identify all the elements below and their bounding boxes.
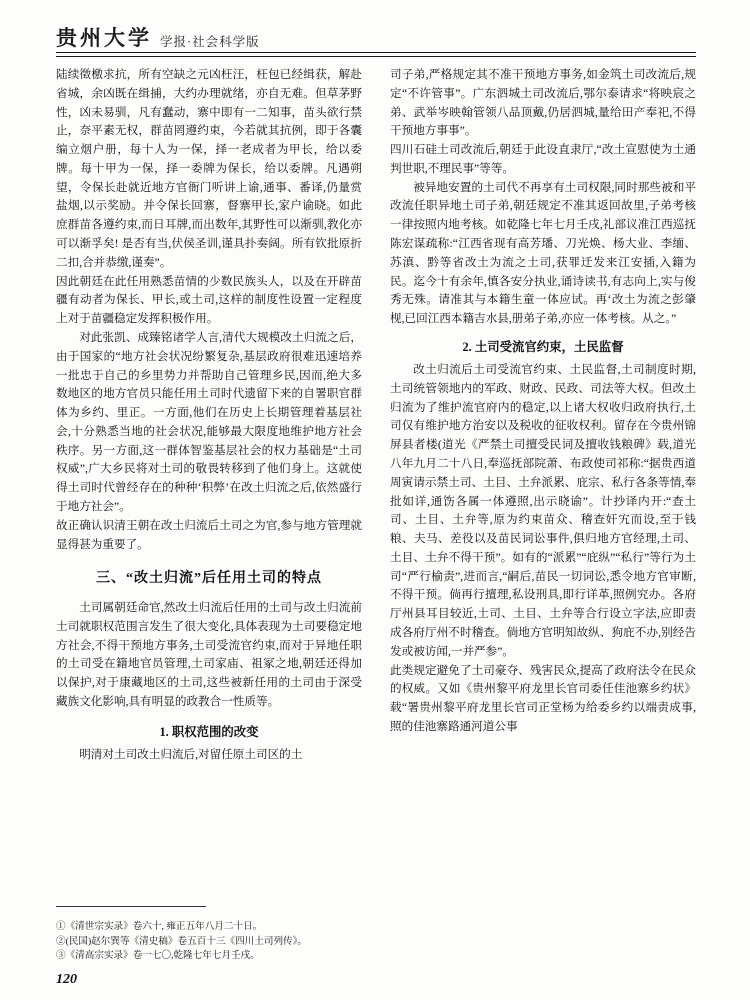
paragraph: 此类规定避免了土司豪夺、残害民众,提高了政府法令在民众的权威。又如《贵州黎平府龙里长官司委任佳池寨乡约状》载“署贵州黎平府龙里长官司正堂杨为给委乡约以端责成事,照的佳池寨路通河道公事 bbox=[390, 663, 696, 733]
footnote-divider bbox=[56, 906, 206, 907]
paragraph: 土司属朝廷命官,然改土归流后任用的土司与改土归流前土司就职权范围言发生了很大变化,具体表现为土司要稳定地方社会,不得干预地方事务,土司受流官约束,而对于异地任职的土司受在籍地官员管理,土司家庙、祖冢之地,朝廷还得加以保护,对于康藏地区的土司,这些被新任用的土司由于深受藏族文化影响,具有明显的政教合一性质等。 bbox=[56, 600, 362, 708]
journal-subtitle: 学报·社会科学版 bbox=[160, 35, 260, 49]
subsection-heading: 2. 土司受流官约束，土民监督 bbox=[462, 339, 624, 354]
paragraph: 明清对土司改土归流后,对留任原土司区的土 bbox=[79, 747, 303, 761]
footnote-item: ①《清世宗实录》卷六十, 雍正五年八月二十日。 bbox=[56, 921, 263, 933]
footnote-item: ③《清高宗实录》卷一七〇,乾隆七年七月壬戌。 bbox=[56, 950, 260, 962]
journal-title: 贵州大学 bbox=[56, 26, 152, 50]
left-column bbox=[56, 66, 362, 765]
footnote-list bbox=[56, 920, 386, 964]
page-number: 120 bbox=[56, 972, 77, 987]
paragraph: 故正确认识清王朝在改土归流后土司之为官,参与地方管理就显得甚为重要了。 bbox=[56, 518, 362, 551]
paragraph: 陆续徵檄求抗，所有空缺之元凶枉汪，枉包已经缉获，解赴省城，余凶既在缉捕，大约办理就绪，亦自无难。但草茅野性，凶未易驯，凡有蠢动，寨中即有一二知事，苗头欲行禁止，奈平素无权，群苗罔遵约束，今若就其抗例，即于各囊编立烟户册，每十人为一保，择一老成者为甲长，给以委牌。每十甲为一保，择一委牌为保长，给以委牌。凡遇朔望，令保长赴就近地方官衙门听讲上谕,通事、番译,仍量赏盐烟,以示奖励。并令保长回寨，督寨甲长,家户谕晓。如此庶群苗各遵约束,而日耳牌,而出数年,其野性可以渐驯,教化亦可以渐孚矣! 是否有当,伏侯圣训,谨具扑奏阔。所有钦批原折二扣,合并恭缴,谨奏”。 bbox=[56, 68, 362, 269]
subsection-heading: 1. 职权范围的改变 bbox=[159, 724, 259, 739]
section-heading: 三、“改土归流”后任用土司的特点 bbox=[96, 571, 322, 587]
paragraph: 司子弟,严格规定其不准干预地方事务,如金筑土司改流后,规定“不许管事”。广东泗城土司改流后,鄂尔泰请求“将映宸之弟、武举岑映翰管领八品顶戴,仍居泗城,量给田产奉祀,不得干预地方事事”。 bbox=[390, 68, 696, 138]
paragraph: 因此朝廷在此任用熟悉苗情的少数民族头人，以及在开辟苗疆有动者为保长、甲长,或土司,这样的制度性设置一定程度上对于苗疆稳定发挥积极作用。 bbox=[56, 274, 362, 326]
masthead-divider bbox=[56, 52, 696, 53]
journal-masthead bbox=[56, 18, 356, 52]
paragraph: 被异地安置的土司代不再享有土司权限,同时那些被和平改流任职异地土司子弟,朝廷规定不准其返回故里,子弟考核一律按照内地考核。如乾隆七年七月壬戌,礼部议准江西巡抚陈宏谋疏称:“江西省现有高芳璠、刀光焕、杨大业、李缅、苏滇、黔等省改土为流之土司,获罪迁发来江安插,入籍为民。迄今十有余年,慎各安分执业,诵诗读书,有志向上,实与俊秀无殊。请准其与本籍生童一体应试。再‘改土为流之彭肇枧,已回江西本籍吉水县,册弟子弟,亦应一体考核。从之。” bbox=[390, 180, 696, 326]
footnote-item: ②(民国)赵尔巽等《清史稿》卷五百十三《四川土司列传》。 bbox=[56, 935, 308, 947]
paragraph: 四川石硅土司改流后,朝廷于此设直隶厅,“改土宣慰使为土通判世职,不理民事”等等。 bbox=[390, 143, 696, 175]
paragraph: 改土归流后土司受流官约束、土民监督,土司制度时期,土司统管领地内的军政、财政、民政、司法等大权。但改土归流为了维护流官府内的稳定,以上诸大权收归政府执行,土司仅有维护地方治安以及税收的征收权利。留存在今贵州锦屏县者楼(道光《严禁土司擅受民词及擅收钱粮碑》载,道光八年九月二十八日,奉巡抚部院萧、布政使司祁称:“据贵西道周寅请示禁土司、土目、土弁派累、庇宗、私行各条等情,奉批如详,通饬各属一体遵照,出示晓谕”。计抄译内开:“查土司、土目、土弁等,原为约束苗众、稽查奸宄而设,至于钱粮、夫马、差役以及苗民词讼事件,俱归地方官经理,土司、土目、土弁不得干预”。如有的“派累”“庇纵”“私行”等行为土司“严行榆责”,进而言,“嗣后,苗民一切词讼,悉令地方官审断,不得干预。倘再行擅理,私设刑具,即行详革,照例究办。各府厅州县耳目较近,土司、土目、土弁等合行设立字法,应即责成各府厅州不时稽查。倘地方官明知故纵、狗庇不办,别经告发或被访闻,一并严参”。 bbox=[390, 363, 696, 658]
paragraph: 对此张凯、成臻铭诸学人言,清代大规模改土归流之后，由于国家的“地方社会状况纷繁复杂,基层政府很难迅速培养一批忠于自己的乡里势力并帮助自己管理乡民,因而,绝大多数地区的地方官员只能任用土司时代遗留下来的自署职官群体为乡约、里正。一方面,他们在历史上长期管理着基层社会,十分熟悉当地的社会状况,能够最大限度地维护地方社会秩序。另一方面,这一群体智鉴基层社会的权力基础是“土司权威”,广大乡民将对土司的敬畏转移到了他们身上。这就使得土司时代曾经存在的种种‘积弊’在改土归流之后,依然盛行于地方社会”。 bbox=[56, 330, 362, 513]
right-column bbox=[390, 66, 696, 737]
masthead-divider-thin bbox=[56, 56, 696, 57]
